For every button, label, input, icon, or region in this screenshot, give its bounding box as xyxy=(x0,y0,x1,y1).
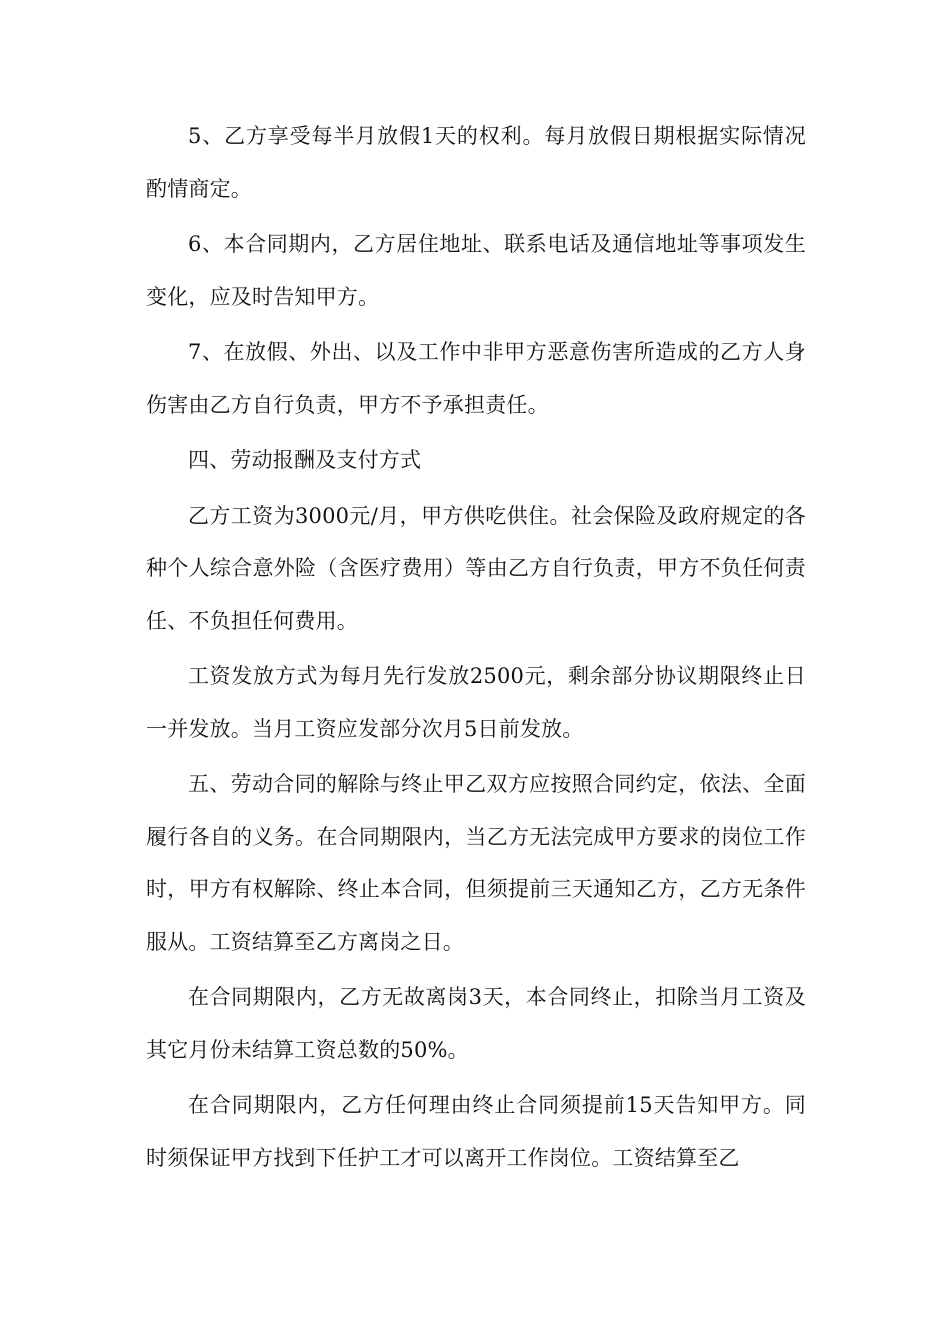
paragraph-termination: 五、劳动合同的解除与终止甲乙双方应按照合同约定，依法、全面履行各自的义务。在合同期限内，当乙方无法完成甲方要求的岗位工作时，甲方有权解除、终止本合同，但须提前三天通知乙方，乙方无条件服从。工资结算至乙方离岗之日。 xyxy=(146,772,806,954)
paragraph-injury-liability: 7、在放假、外出、以及工作中非甲方恶意伤害所造成的乙方人身伤害由乙方自行负责，甲方不予承担责任。 xyxy=(146,340,806,417)
paragraph-absence: 在合同期限内，乙方无故离岗3天，本合同终止，扣除当月工资及其它月份未结算工资总数的50%。 xyxy=(146,985,806,1062)
paragraph-notice: 在合同期限内，乙方任何理由终止合同须提前15天告知甲方。同时须保证甲方找到下任护工才可以离开工作岗位。工资结算至乙 xyxy=(146,1093,806,1170)
paragraph-payment-method: 工资发放方式为每月先行发放2500元，剩余部分协议期限终止日一并发放。当月工资应发部分次月5日前发放。 xyxy=(146,664,806,741)
section-heading-remuneration: 四、劳动报酬及支付方式 xyxy=(188,448,422,472)
paragraph-address-change: 6、本合同期内，乙方居住地址、联系电话及通信地址等事项发生变化，应及时告知甲方。 xyxy=(146,232,806,309)
paragraph-salary: 乙方工资为3000元/月，甲方供吃供住。社会保险及政府规定的各种个人综合意外险（含医疗费用）等由乙方自行负责，甲方不负任何责任、不负担任何费用。 xyxy=(146,503,806,633)
paragraph-holiday: 5、乙方享受每半月放假1天的权利。每月放假日期根据实际情况酌情商定。 xyxy=(146,124,806,201)
document-body xyxy=(146,110,806,1187)
